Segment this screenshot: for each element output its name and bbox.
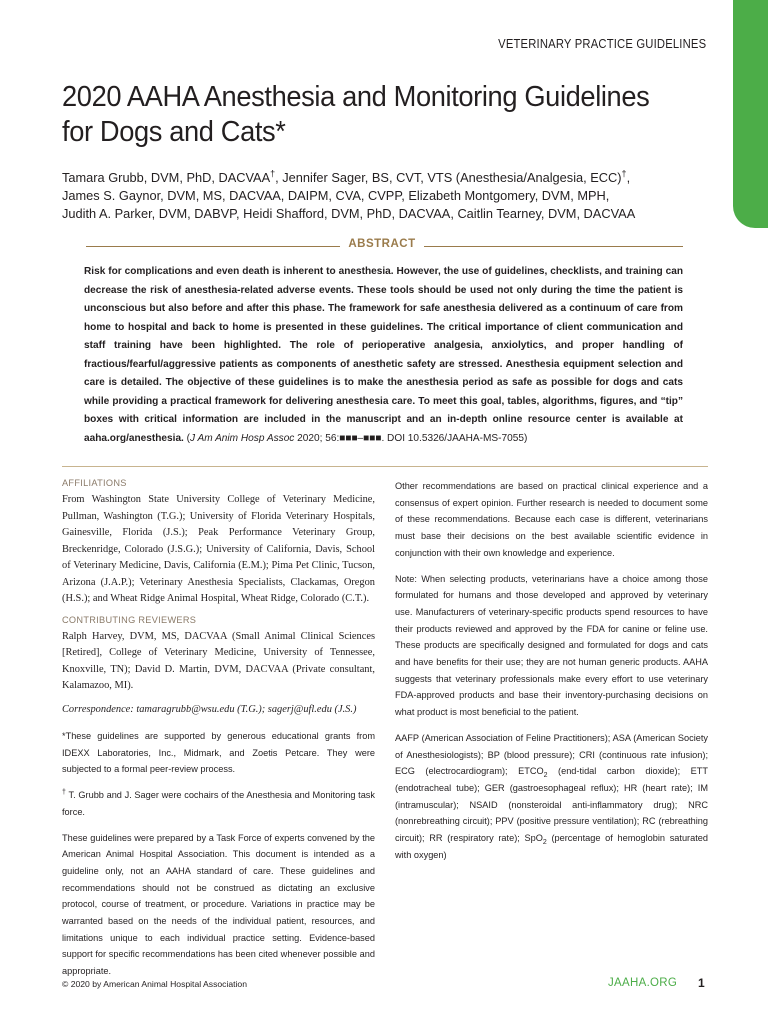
- reviewers-heading: CONTRIBUTING REVIEWERS: [62, 614, 197, 625]
- article-title: [62, 80, 682, 150]
- author-segment: Tamara Grubb, DVM, PhD, DACVAA: [62, 170, 271, 185]
- taskforce-note: These guidelines were prepared by a Task Force of experts convened by the American Animal Hospital Association. This document is intended as a guideline only, not an AAHA standard of care. These guidelines and recommendations should not be construed as dictating an exclusive protocol, course of treatment, or procedure. Variations in practice may be warranted based on the needs of the individual patient, resources, and limitations unique to each individual practice setting. Evidence-based support for specific recommendations has been cited whenever possible and appropriate.: [62, 832, 375, 977]
- cochair-note: [62, 787, 375, 820]
- cochair-mark: †: [621, 168, 627, 179]
- abbrev-text: AAFP (American Association of Feline Practitioners); ASA (American Society of Anesthesiologists); BP (blood pressure); CRI (continuous rate infusion); ECG (electrocardiogram); ETCO: [395, 732, 708, 777]
- correspondence-text: Correspondence: tamaragrubb@wsu.edu (T.G.); sagerj@ufl.edu (J.S.): [62, 703, 357, 715]
- section-divider: [62, 466, 708, 467]
- abstract-label: ABSTRACT: [348, 238, 416, 250]
- affiliations-heading: AFFILIATIONS: [62, 478, 127, 488]
- recommendations-paragraph: Other recommendations are based on practical clinical experience and a consensus of expert opinion. Further research is needed to document some of these recommendations. Because each case is different, veterinarians must base their decisions on the best available scientific evidence in conjunction with their own knowledge and experience.: [395, 481, 708, 558]
- left-column: [62, 478, 375, 989]
- copyright-notice: © 2020 by American Animal Hospital Association: [62, 979, 247, 989]
- abstract-body: [84, 263, 683, 448]
- author-list: [62, 169, 702, 223]
- support-note: *These guidelines are supported by generous educational grants from IDEXX Laboratories, Inc., Midmark, and Zoetis Petcare. They were subjected to a formal peer-review process.: [62, 731, 375, 775]
- author-line-3: Judith A. Parker, DVM, DABVP, Heidi Shafford, DVM, PhD, DACVAA, Caitlin Tearney, DVM, DACVAA: [62, 206, 636, 221]
- author-segment: ,: [626, 170, 631, 185]
- reviewers-text: Ralph Harvey, DVM, MS, DACVAA (Small Animal Clinical Sciences [Retired], College of Veterinary Medicine, University of Tennessee, Knoxville, TN); David D. Martin, DVM, DACVAA (Private consultant, Kalamazoo, MI).: [62, 630, 375, 691]
- running-head: VETERINARY PRACTICE GUIDELINES: [497, 37, 706, 51]
- cochair-mark: †: [270, 168, 276, 179]
- journal-name: J Am Anim Hosp Assoc: [190, 432, 295, 444]
- product-note-paragraph: Note: When selecting products, veterinarians have a choice among those formulated for humans and those developed and approved by veterinary use. Manufacturers of veterinary-specific products spend resources to have their products reviewed and approved by the FDA for canine or feline use. These products are specifically designed and formulated for dogs and cats and have benefits for their use; they are not human generic products. AAHA suggests that veterinary professionals make every effort to use veterinary FDA-approved products and base their inventory-purchasing decisions on what product is most beneficial to the patient.: [395, 573, 708, 718]
- journal-color-tab: [733, 0, 768, 228]
- citation-details: 2020; 56:■■■–■■■. DOI 10.5326/JAAHA-MS-7055): [294, 432, 528, 444]
- abstract-citation: [184, 433, 527, 444]
- subscript: 2: [542, 838, 547, 846]
- subscript: 2: [543, 772, 548, 780]
- page-number: 1: [698, 976, 705, 990]
- citation-open: (: [183, 432, 191, 444]
- dagger-mark: †: [62, 789, 67, 797]
- right-column: [395, 478, 708, 872]
- journal-site-link[interactable]: JAAHA.ORG: [608, 977, 678, 989]
- title-line-1: 2020 AAHA Anesthesia and Monitoring Guidelines: [62, 81, 650, 113]
- abstract-rule-right: [424, 246, 683, 247]
- abstract-text: Risk for complications and even death is inherent to anesthesia. However, the use of guidelines, checklists, and training can decrease the risk of anesthesia-related adverse events. These tools should be used not only during the time the patient is unconscious but also before and after this phase. The framework for safe anesthesia delivered as a continuum of care from home to hospital and back to home is presented in these guidelines. The critical importance of client communication and staff training have been highlighted. The role of perioperative analgesia, anxiolytics, and proper handling of fractious/fearful/aggressive patients as components of anesthetic safety are stressed. Anesthesia equipment selection and care is detailed. The objective of these guidelines is to make the anesthesia period as safe as possible for dogs and cats while providing a practical framework for delivering anesthesia care. To meet this goal, tables, algorithms, figures, and “tip” boxes with critical information are included in the manuscript and an in-depth online resource center is available at aaha.org/anesthesia.: [84, 266, 683, 444]
- author-line-2: James S. Gaynor, DVM, MS, DACVAA, DAIPM, CVA, CVPP, Elizabeth Montgomery, DVM, MPH,: [62, 188, 610, 203]
- abstract-rule-left: [86, 246, 340, 247]
- affiliations-text: From Washington State University College of Veterinary Medicine, Pullman, Washington (T.G.); University of Florida Veterinary Hospitals, Gainesville, Florida (J.S.); Peak Performance Veterinary Group, Breckenridge, Colorado (J.S.G.); University of California, Davis, School of Veterinary Medicine, Davis, California (E.M.); Pima Pet Clinic, Tucson, Arizona (J.A.P.); Veterinary Anesthesia Specialists, Clackamas, Oregon (H.S.); and Wheat Ridge Animal Hospital, Wheat Ridge, Colorado (C.T.).: [62, 494, 375, 604]
- abbreviations-paragraph: [395, 730, 708, 864]
- author-segment: , Jennifer Sager, BS, CVT, VTS (Anesthesia/Analgesia, ECC): [275, 170, 622, 185]
- abbrev-text: (percentage of hemoglobin saturated with oxygen): [395, 833, 708, 860]
- title-line-2: for Dogs and Cats*: [62, 116, 286, 148]
- cochair-note-text: T. Grubb and J. Sager were cochairs of the Anesthesia and Monitoring task force.: [62, 790, 375, 817]
- abbrev-text: (end-tidal carbon dioxide); ETT (endotracheal tube); GER (gastroesophageal reflux); HR (heart rate); IM (intramuscular); NSAID (nonsteroidal anti-inflammatory drug); NRC (nonrebreathing circuit); PPV (positive pressure ventilation); RC (rebreathing circuit); RR (respiratory rate); SpO: [395, 766, 708, 844]
